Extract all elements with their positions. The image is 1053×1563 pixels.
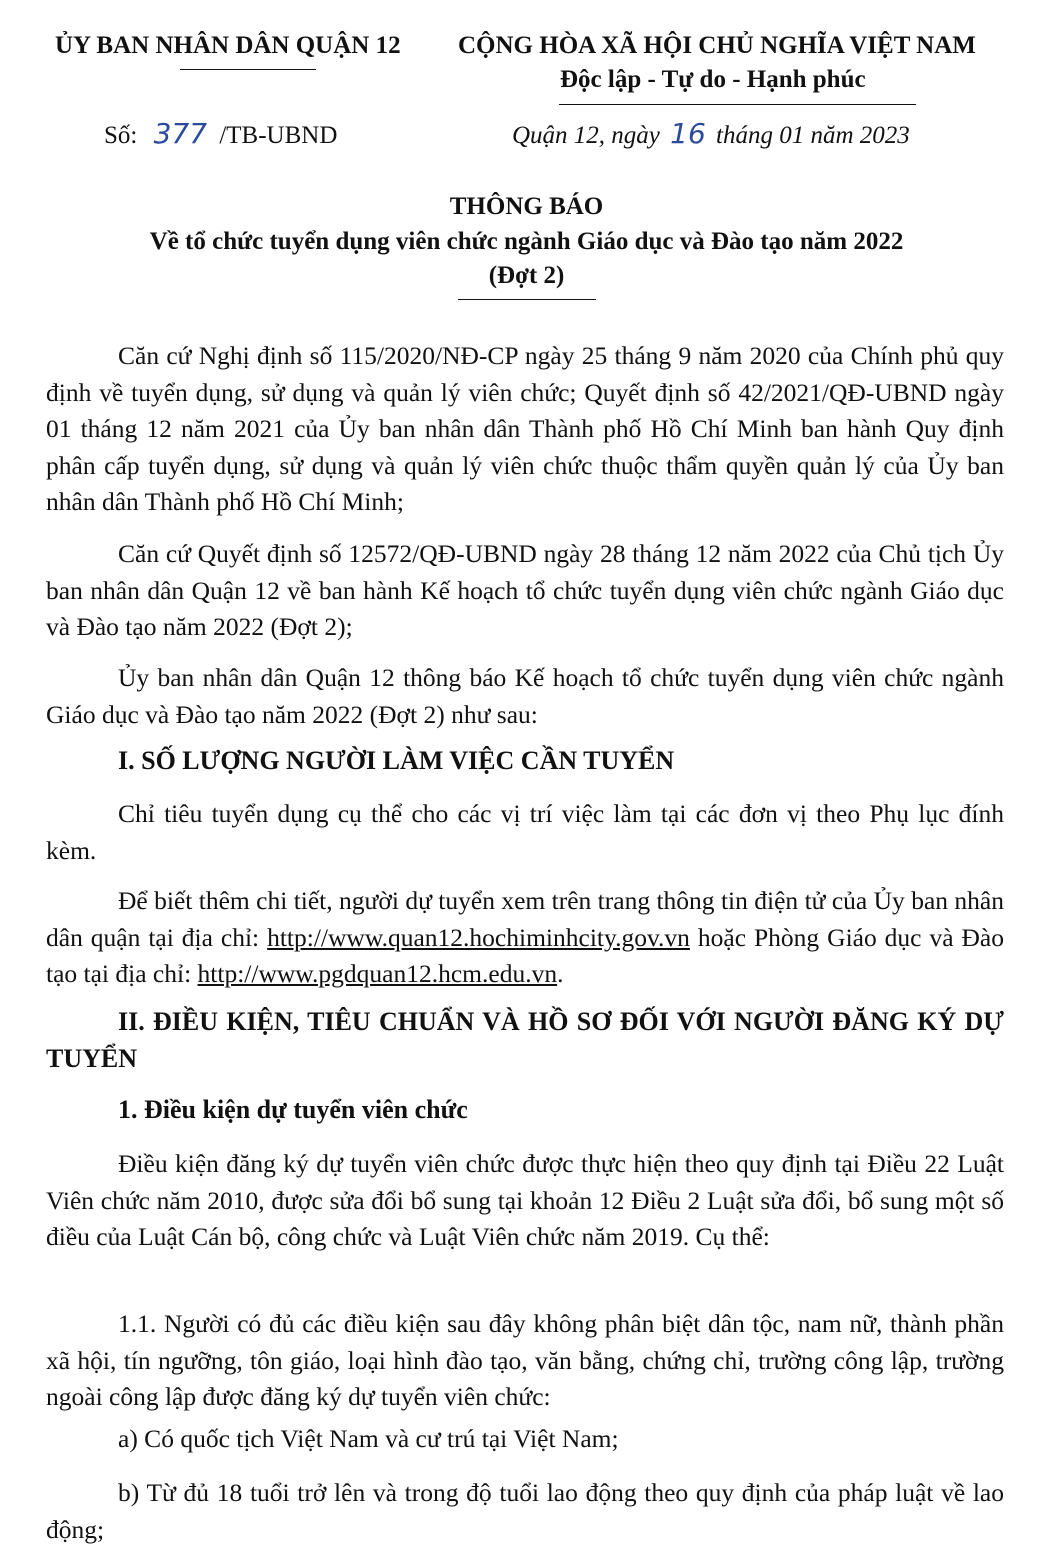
notice-title: THÔNG BÁO: [449, 193, 604, 220]
details-text-c: .: [557, 959, 564, 988]
details-paragraph: [46, 883, 1004, 993]
education-office-website-link[interactable]: http://www.pgdquan12.hcm.edu.vn: [197, 959, 558, 988]
issuing-agency: ỦY BAN NHÂN DÂN QUẬN 12: [55, 32, 401, 59]
national-motto: Độc lập - Tự do - Hạnh phúc: [560, 66, 866, 93]
condition-a: a) Có quốc tịch Việt Nam và cư trú tại Việt Nam;: [118, 1424, 619, 1453]
condition-1-1: 1.1. Người có đủ các điều kiện sau đây không phân biệt dân tộc, nam nữ, thành phần xã hội, tín ngưỡng, tôn giáo, loại hình đào tạo, văn bằng, chứng chỉ, trường công lập, trường ngoài công lập được đăng ký dự tuyển viên chức:: [46, 1309, 1004, 1411]
legal-basis-paragraph-1: Căn cứ Nghị định số 115/2020/NĐ-CP ngày 25 tháng 9 năm 2020 của Chính phủ quy định về tuyển dụng, sử dụng và quản lý viên chức; Quyết định số 42/2021/QĐ-UBND ngày 01 tháng 12 năm 2021 của Ủy ban nhân dân Thành phố Hồ Chí Minh ban hành Quy định phân cấp tuyển dụng, sử dụng và quản lý viên chức thuộc thẩm quyền quản lý của Ủy ban nhân dân Thành phố Hồ Chí Minh;: [46, 341, 1004, 516]
handwritten-number: 377: [153, 117, 208, 150]
document-number: [104, 117, 337, 150]
notice-phase: (Đợt 2): [488, 262, 565, 289]
handwritten-day: 16: [670, 117, 706, 150]
date-prefix: Quận 12, ngày: [512, 122, 660, 149]
document-date: [512, 117, 910, 150]
subsection-heading-1: 1. Điều kiện dự tuyển viên chức: [118, 1095, 468, 1124]
date-suffix: tháng 01 năm 2023: [716, 122, 910, 149]
announcement-paragraph: Ủy ban nhân dân Quận 12 thông báo Kế hoạch tổ chức tuyển dụng viên chức ngành Giáo dục và Đào tạo năm 2022 (Đợt 2) như sau:: [46, 663, 1004, 729]
quota-paragraph: Chỉ tiêu tuyển dụng cụ thể cho các vị trí việc làm tại các đơn vị theo Phụ lục đính kèm.: [46, 799, 1004, 865]
notice-subject: Về tổ chức tuyển dụng viên chức ngành Giáo dục và Đào tạo năm 2022: [149, 228, 904, 255]
condition-b: b) Từ đủ 18 tuổi trở lên và trong độ tuổi lao động theo quy định của pháp luật về lao động;: [46, 1478, 1004, 1544]
number-suffix: /TB-UBND: [219, 122, 338, 149]
legal-basis-paragraph-2: Căn cứ Quyết định số 12572/QĐ-UBND ngày 28 tháng 12 năm 2022 của Chủ tịch Ủy ban nhân dân Quận 12 về ban hành Kế hoạch tổ chức tuyển dụng viên chức ngành Giáo dục và Đào tạo năm 2022 (Đợt 2);: [46, 539, 1004, 641]
details-text-b: hoặc Phòng Giáo dục và Đào tạo tại địa chỉ:: [46, 922, 1004, 988]
details-text-a: Để biết thêm chi tiết, người dự tuyển xem trên trang thông tin điện tử của Ủy ban nhân dân quận tại địa chỉ:: [46, 886, 1004, 952]
conditions-paragraph: Điều kiện đăng ký dự tuyển viên chức được thực hiện theo quy định tại Điều 22 Luật Viên chức năm 2010, được sửa đổi bổ sung tại khoản 12 Điều 2 Luật sửa đổi, bổ sung một số điều của Luật Cán bộ, công chức và Luật Viên chức năm 2019. Cụ thể:: [46, 1149, 1004, 1251]
number-prefix: Số:: [104, 122, 138, 149]
country-name: CỘNG HÒA XÃ HỘI CHỦ NGHĨA VIỆT NAM: [458, 32, 976, 59]
section-heading-1: I. SỐ LƯỢNG NGƯỜI LÀM VIỆC CẦN TUYỂN: [118, 746, 675, 775]
title-underline: [458, 299, 596, 300]
motto-underline: [559, 104, 916, 105]
district-website-link[interactable]: http://www.quan12.hochiminhcity.gov.vn: [267, 922, 690, 952]
agency-underline: [180, 69, 316, 70]
section-heading-2: II. ĐIỀU KIỆN, TIÊU CHUẨN VÀ HỒ SƠ ĐỐI VỚI NGƯỜI ĐĂNG KÝ DỰ TUYỂN: [46, 1007, 1004, 1073]
